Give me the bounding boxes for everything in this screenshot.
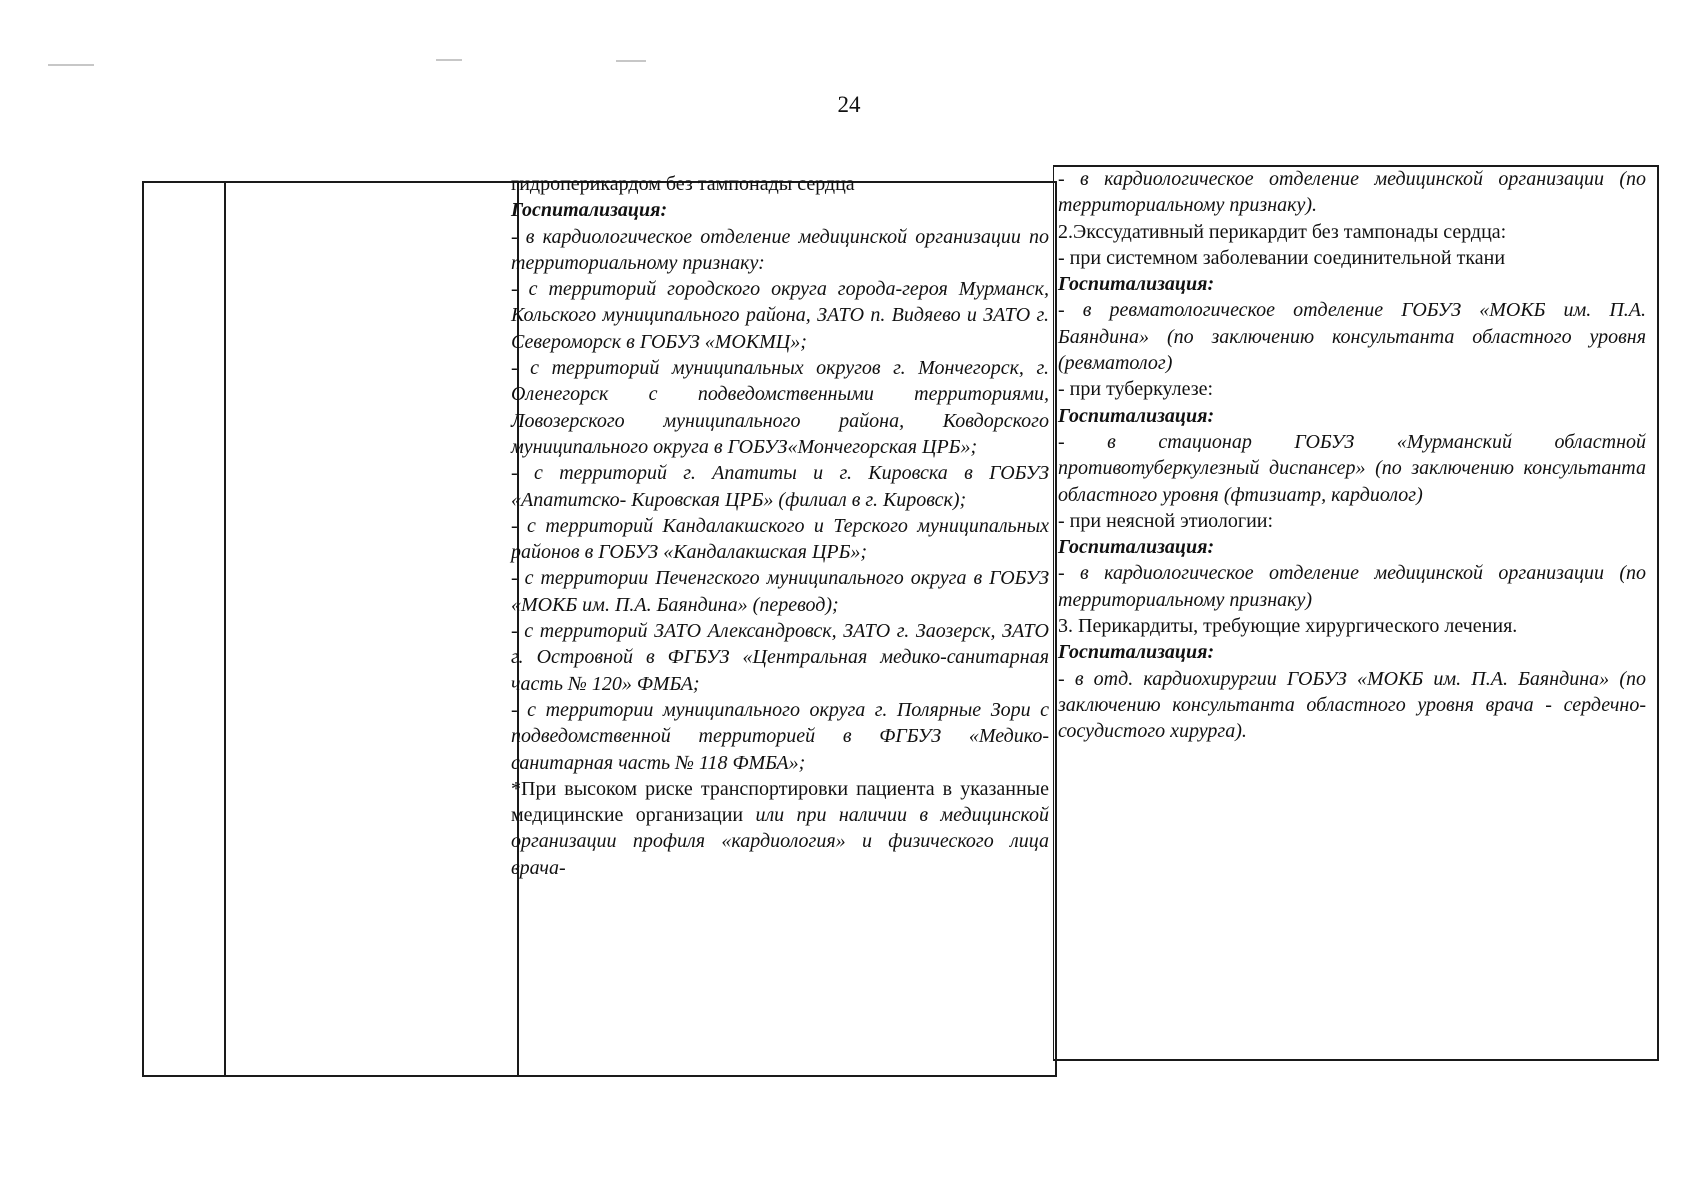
page-number: 24 (837, 92, 861, 117)
hospitalization-heading: Госпитализация: (511, 199, 668, 222)
routing-item: - с территорий городского округа города-героя Мурманск, Кольского муниципального района, ЗАТО п. Видяево и ЗАТО г. Североморск в ГОБУЗ «МОКМЦ»; (511, 278, 1049, 353)
routing-item: - с территории муниципального округа г. Полярные Зори с подведомственной территорией в ФГБУЗ «Медико-санитарная часть № 118 ФМБА»; (511, 698, 1049, 774)
condition-line: - при неясной этиологии: (1058, 509, 1274, 532)
routing-item: - с территорий муниципальных округов г. Мончегорск, г. Оленегорск с подведомственными территориями, Ловозерского муниципального района, Ковдорского муниципального округа в ГОБУЗ«Мончегорская ЦРБ»; (511, 357, 1049, 458)
condition-line: - при системном заболевании соединительной ткани (1058, 246, 1506, 269)
section-heading: 3. Перикардиты, требующие хирургического лечения. (1058, 615, 1518, 638)
scan-artifact (48, 64, 94, 66)
routing-item: - в кардиологическое отделение медицинской организации (по территориальному признаку). (1058, 168, 1646, 217)
hospitalization-heading: Госпитализация: (1058, 641, 1215, 664)
column-divider (224, 183, 226, 1075)
routing-item: - с территорий г. Апатиты и г. Кировска в ГОБУЗ «Апатитско- Кировская ЦРБ» (филиал в г. Кировск); (511, 462, 1049, 511)
routing-item: - с территории Печенгского муниципального округа в ГОБУЗ «МОКБ им. П.А. Баяндина» (перевод); (511, 567, 1049, 616)
routing-item: - в отд. кардиохирургии ГОБУЗ «МОКБ им. П.А. Баяндина» (по заключению консультанта областного уровня врача - сердечно-сосудистого хирурга). (1058, 667, 1646, 743)
routing-item: - в кардиологическое отделение медицинской организации (по территориальному признаку) (1058, 562, 1646, 611)
hospitalization-heading: Госпитализация: (1058, 273, 1215, 296)
routing-item: - с территорий ЗАТО Александровск, ЗАТО г. Заозерск, ЗАТО г. Островной в ФГБУЗ «Центральная медико-санитарная часть № 120» ФМБА; (511, 620, 1049, 695)
hospitalization-routing-cell (511, 171, 1049, 881)
transport-risk-note (511, 776, 1049, 881)
scan-artifact (616, 60, 646, 62)
note-italic-text: или при наличии в медицинской организации профиля «кардиология» и физического лица врача- (511, 804, 1049, 879)
routing-item: - в стационар ГОБУЗ «Мурманский областной противотуберкулезный диспансер» (по заключению консультанта областного уровня (фтизиатр, кардиолог) (1058, 430, 1646, 506)
routing-item: - в ревматологическое отделение ГОБУЗ «МОКБ им. П.А. Баяндина» (по заключению консультанта областного уровня (ревматолог) (1058, 299, 1646, 375)
text-line: гидроперикардом без тампонады сердца (511, 173, 855, 195)
hospitalization-heading: Госпитализация: (1058, 404, 1215, 427)
condition-line: - при туберкулезе: (1058, 378, 1214, 401)
routing-item: - с территорий Кандалакшского и Терского муниципальных районов в ГОБУЗ «Кандалакшская ЦРБ»; (511, 514, 1049, 564)
section-heading: 2.Экссудативный перикардит без тампонады сердца: (1058, 220, 1507, 243)
note-plain-text: *При высоком риске транспортировки пациента в указанные медицинские организации (511, 777, 1049, 827)
hospitalization-heading: Госпитализация: (1058, 536, 1215, 559)
routing-item: - в кардиологическое отделение медицинской организации по территориальному признаку: (511, 225, 1049, 274)
pericarditis-routing-cell (1058, 166, 1646, 745)
scan-artifact (436, 59, 462, 61)
